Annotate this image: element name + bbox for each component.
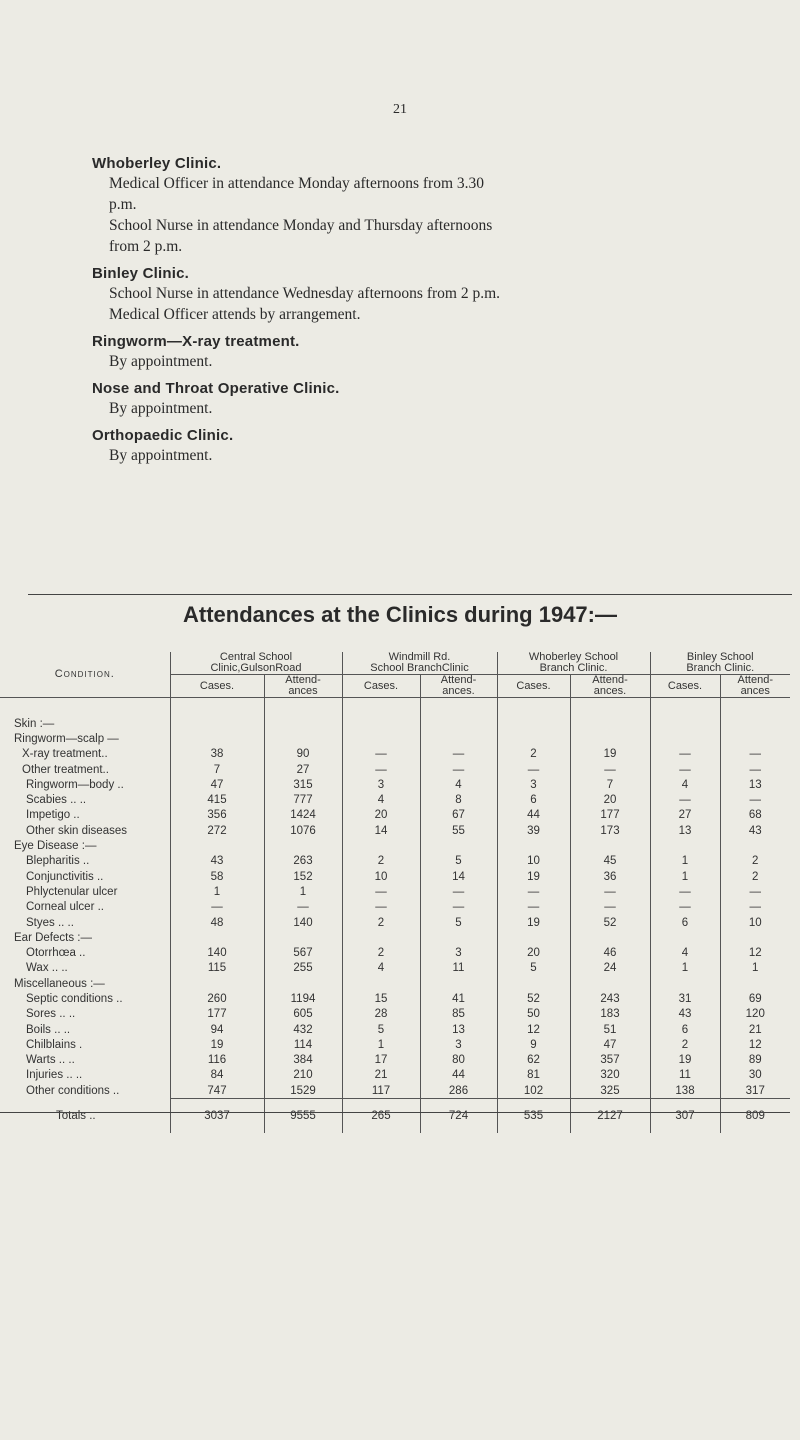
table-cell: 747: [170, 1083, 264, 1099]
table-cell: 6: [650, 915, 720, 930]
attendances-header: Attend- ances.: [570, 675, 650, 698]
table-cell: 2: [720, 854, 790, 869]
table-cell: 315: [264, 777, 342, 792]
clinic-detail-line: School Nurse in attendance Wednesday afternoons from 2 p.m.: [109, 285, 501, 302]
table-row: [0, 777, 790, 792]
table-cell: —: [570, 762, 650, 777]
table-cell: —: [420, 747, 497, 762]
totals-cell: 535: [497, 1099, 570, 1134]
table-cell: 6: [497, 792, 570, 807]
table-cell: 11: [650, 1068, 720, 1083]
table-cell: 432: [264, 1022, 342, 1037]
table-cell: 317: [720, 1083, 790, 1099]
table-cell: 12: [720, 1037, 790, 1052]
table-cell: 5: [420, 915, 497, 930]
condition-label: Chilblains .: [26, 1038, 83, 1051]
table-cell: 13: [420, 1022, 497, 1037]
clinic-detail-line: Medical Officer in attendance Monday afternoons from 3.30: [109, 175, 485, 192]
totals-cell: 307: [650, 1099, 720, 1134]
table-cell: 255: [264, 961, 342, 976]
attendances-header: Attend- ances: [720, 675, 790, 698]
table-cell: [420, 716, 497, 731]
table-cell: 39: [497, 823, 570, 838]
table-row: [0, 747, 790, 762]
group-header: Windmill Rd. School BranchClinic: [342, 652, 497, 675]
table-cell: 8: [420, 792, 497, 807]
table-cell: 19: [497, 915, 570, 930]
table-cell: 4: [342, 961, 420, 976]
table-cell: 272: [170, 823, 264, 838]
table-cell: —: [342, 762, 420, 777]
clinic-detail-line: By appointment.: [109, 353, 213, 370]
table-cell: —: [720, 792, 790, 807]
clinic-detail-line: By appointment.: [109, 400, 213, 417]
table-cell: [650, 976, 720, 991]
attendances-header: Attend- ances.: [420, 675, 497, 698]
table-cell: 114: [264, 1037, 342, 1052]
table-cell: 12: [720, 945, 790, 960]
table-cell: 44: [420, 1068, 497, 1083]
condition-label: Wax .. ..: [26, 962, 68, 975]
table-row: [0, 792, 790, 807]
table-cell: [342, 838, 420, 853]
table-cell: [650, 838, 720, 853]
table-cell: 38: [170, 747, 264, 762]
table-cell: 67: [420, 808, 497, 823]
group-header: Binley School Branch Clinic.: [650, 652, 790, 675]
table-cell: 89: [720, 1053, 790, 1068]
attendances-title: Attendances at the Clinics during 1947:—: [183, 602, 617, 627]
table-row: [0, 976, 790, 991]
clinic-detail-line: Medical Officer attends by arrangement.: [109, 306, 361, 323]
table-cell: —: [497, 884, 570, 899]
condition-label: Injuries .. ..: [26, 1069, 83, 1082]
table-cell: [720, 731, 790, 746]
clinic-block: [92, 333, 772, 371]
condition-label: Boils .. ..: [26, 1023, 71, 1036]
condition-label: Styes .. ..: [26, 916, 74, 929]
clinic-detail-line: School Nurse in attendance Monday and Thursday afternoons: [109, 217, 493, 234]
table-cell: 28: [342, 1007, 420, 1022]
table-cell: 183: [570, 1007, 650, 1022]
table-cell: [420, 976, 497, 991]
table-cell: 1: [170, 884, 264, 899]
condition-label: Conjunctivitis ..: [26, 870, 104, 883]
clinic-block: [92, 427, 772, 465]
table-cell: —: [650, 884, 720, 899]
table-cell: [720, 976, 790, 991]
table-cell: [497, 838, 570, 853]
table-cell: 140: [170, 945, 264, 960]
table-cell: —: [497, 762, 570, 777]
table-cell: 12: [497, 1022, 570, 1037]
clinic-block: [92, 265, 772, 324]
table-cell: [342, 930, 420, 945]
table-cell: 2: [342, 854, 420, 869]
table-cell: [497, 731, 570, 746]
table-cell: 2: [650, 1037, 720, 1052]
totals-cell: 265: [342, 1099, 420, 1134]
top-rule: [28, 594, 792, 595]
table-row: [0, 1037, 790, 1052]
table-row: [0, 945, 790, 960]
table-cell: 5: [497, 961, 570, 976]
table-cell: 19: [650, 1053, 720, 1068]
cases-header: Cases.: [342, 675, 420, 698]
table-cell: 52: [570, 915, 650, 930]
totals-cell: 3037: [170, 1099, 264, 1134]
table-cell: 1: [720, 961, 790, 976]
table-cell: —: [570, 884, 650, 899]
group-header: Central School Clinic,GulsonRoad: [170, 652, 342, 675]
table-cell: 320: [570, 1068, 650, 1083]
table-cell: —: [570, 900, 650, 915]
table-cell: 27: [650, 808, 720, 823]
table-cell: 4: [342, 792, 420, 807]
table-cell: [170, 716, 264, 731]
table-cell: 777: [264, 792, 342, 807]
table-row: [0, 884, 790, 899]
table-cell: 81: [497, 1068, 570, 1083]
table-cell: [497, 716, 570, 731]
table-cell: 1529: [264, 1083, 342, 1099]
table-cell: 357: [570, 1053, 650, 1068]
table-cell: 21: [720, 1022, 790, 1037]
table-cell: 14: [342, 823, 420, 838]
table-cell: 68: [720, 808, 790, 823]
clinic-block: [92, 380, 772, 418]
totals-cell: 724: [420, 1099, 497, 1134]
cases-header: Cases.: [170, 675, 264, 698]
cases-header: Cases.: [650, 675, 720, 698]
condition-label: Blepharitis ..: [26, 855, 90, 868]
table-cell: 17: [342, 1053, 420, 1068]
table-cell: 90: [264, 747, 342, 762]
condition-label: X-ray treatment..: [22, 748, 108, 761]
table-row: [0, 823, 790, 838]
table-cell: 41: [420, 991, 497, 1006]
table-row: [0, 915, 790, 930]
condition-label: Impetigo ..: [26, 809, 80, 822]
table-cell: 3: [497, 777, 570, 792]
cases-header: Cases.: [497, 675, 570, 698]
totals-row: [0, 1099, 790, 1134]
table-cell: 1: [650, 854, 720, 869]
table-cell: 62: [497, 1053, 570, 1068]
table-cell: [170, 976, 264, 991]
condition-label: Corneal ulcer ..: [26, 901, 104, 914]
condition-label: Other skin diseases: [26, 824, 127, 837]
table-cell: [420, 838, 497, 853]
table-cell: 13: [650, 823, 720, 838]
table-cell: 43: [650, 1007, 720, 1022]
table-cell: [342, 731, 420, 746]
condition-label: Ringworm—body ..: [26, 778, 124, 791]
condition-label: Phlyctenular ulcer: [26, 885, 118, 898]
condition-label: Ear Defects :—: [14, 931, 92, 944]
table-cell: 7: [170, 762, 264, 777]
table-cell: 605: [264, 1007, 342, 1022]
table-cell: 2: [497, 747, 570, 762]
table-cell: [420, 731, 497, 746]
clinic-heading: Whoberley Clinic.: [92, 155, 222, 172]
table-cell: —: [420, 762, 497, 777]
clinic-heading: Binley Clinic.: [92, 265, 189, 282]
table-row: [0, 1068, 790, 1083]
condition-label: Warts .. ..: [26, 1054, 75, 1067]
table-cell: 7: [570, 777, 650, 792]
table-cell: —: [170, 900, 264, 915]
table-cell: 5: [342, 1022, 420, 1037]
table-cell: [720, 930, 790, 945]
table-row: [0, 991, 790, 1006]
table-cell: 20: [342, 808, 420, 823]
table-cell: 30: [720, 1068, 790, 1083]
table-cell: —: [342, 884, 420, 899]
condition-label: Otorrhœa ..: [26, 947, 86, 960]
table-row: [0, 731, 790, 746]
totals-label: Totals ..: [56, 1110, 96, 1123]
table-cell: 94: [170, 1022, 264, 1037]
table-cell: —: [650, 792, 720, 807]
table-cell: 6: [650, 1022, 720, 1037]
table-cell: 84: [170, 1068, 264, 1083]
condition-label: Miscellaneous :—: [14, 977, 105, 990]
table-cell: 50: [497, 1007, 570, 1022]
condition-label: Septic conditions ..: [26, 992, 123, 1005]
table-cell: 48: [170, 915, 264, 930]
table-cell: 10: [720, 915, 790, 930]
table-cell: 2: [342, 945, 420, 960]
clinic-detail-line: p.m.: [109, 196, 137, 213]
group-header: Whoberley School Branch Clinic.: [497, 652, 650, 675]
table-cell: 47: [170, 777, 264, 792]
table-cell: 85: [420, 1007, 497, 1022]
table-cell: 356: [170, 808, 264, 823]
table-cell: —: [720, 884, 790, 899]
table-cell: —: [342, 747, 420, 762]
table-row: [0, 1083, 790, 1099]
table-row: [0, 716, 790, 731]
table-cell: —: [420, 884, 497, 899]
table-cell: 45: [570, 854, 650, 869]
clinic-block: [92, 155, 772, 256]
table-row: [0, 900, 790, 915]
condition-label: Ringworm—scalp —: [14, 732, 119, 745]
condition-label: Other conditions ..: [26, 1085, 120, 1098]
table-cell: 1: [650, 961, 720, 976]
table-cell: —: [650, 900, 720, 915]
table-cell: [170, 930, 264, 945]
table-cell: 24: [570, 961, 650, 976]
table-cell: 116: [170, 1053, 264, 1068]
totals-cell: 2127: [570, 1099, 650, 1134]
table-cell: 21: [342, 1068, 420, 1083]
totals-cell: 9555: [264, 1099, 342, 1134]
table-cell: 19: [170, 1037, 264, 1052]
clinic-detail-line: By appointment.: [109, 447, 213, 464]
table-row: [0, 808, 790, 823]
condition-label: Sores .. ..: [26, 1008, 76, 1021]
table-cell: 47: [570, 1037, 650, 1052]
table-cell: 4: [650, 945, 720, 960]
table-cell: —: [720, 762, 790, 777]
table-row: [0, 869, 790, 884]
table-cell: 177: [570, 808, 650, 823]
table-cell: 152: [264, 869, 342, 884]
table-cell: 58: [170, 869, 264, 884]
table-cell: 1424: [264, 808, 342, 823]
attendances-table: [0, 652, 790, 1133]
table-cell: 3: [420, 945, 497, 960]
table-cell: 4: [420, 777, 497, 792]
condition-label: Eye Disease :—: [14, 840, 97, 853]
table-cell: 1: [650, 869, 720, 884]
clinic-schedule: [92, 155, 772, 474]
table-cell: [720, 716, 790, 731]
table-cell: [264, 731, 342, 746]
table-cell: 80: [420, 1053, 497, 1068]
table-row: [0, 930, 790, 945]
table-cell: 243: [570, 991, 650, 1006]
table-cell: —: [650, 762, 720, 777]
table-cell: 15: [342, 991, 420, 1006]
table-cell: 263: [264, 854, 342, 869]
table-cell: 44: [497, 808, 570, 823]
table-cell: [264, 976, 342, 991]
clinic-heading: Orthopaedic Clinic.: [92, 427, 234, 444]
table-cell: 4: [650, 777, 720, 792]
table-cell: —: [497, 900, 570, 915]
clinic-detail-line: from 2 p.m.: [109, 238, 183, 255]
table-row: [0, 838, 790, 853]
header-gap-row: [0, 698, 790, 717]
table-cell: 173: [570, 823, 650, 838]
table-cell: —: [342, 900, 420, 915]
table-cell: 19: [497, 869, 570, 884]
table-cell: 69: [720, 991, 790, 1006]
table-cell: 1194: [264, 991, 342, 1006]
table-cell: 31: [650, 991, 720, 1006]
condition-header: Condition.: [0, 652, 170, 698]
table-cell: [420, 930, 497, 945]
table-cell: 1076: [264, 823, 342, 838]
table-cell: [720, 838, 790, 853]
table-cell: 43: [720, 823, 790, 838]
table-cell: 13: [720, 777, 790, 792]
table-cell: 51: [570, 1022, 650, 1037]
condition-label: Skin :—: [14, 717, 55, 730]
table-cell: [570, 731, 650, 746]
table-cell: 3: [420, 1037, 497, 1052]
table-cell: [497, 930, 570, 945]
table-cell: [570, 716, 650, 731]
table-cell: 10: [497, 854, 570, 869]
table-cell: 46: [570, 945, 650, 960]
table-cell: 20: [497, 945, 570, 960]
table-cell: 43: [170, 854, 264, 869]
table-cell: 115: [170, 961, 264, 976]
table-row: [0, 1053, 790, 1068]
table-cell: 415: [170, 792, 264, 807]
attendances-header: Attend- ances: [264, 675, 342, 698]
table-row: [0, 854, 790, 869]
table-cell: 27: [264, 762, 342, 777]
table-cell: [570, 976, 650, 991]
table-row: [0, 961, 790, 976]
table-cell: 19: [570, 747, 650, 762]
table-cell: 102: [497, 1083, 570, 1099]
table-cell: 325: [570, 1083, 650, 1099]
table-row: [0, 1007, 790, 1022]
table-cell: 120: [720, 1007, 790, 1022]
table-cell: —: [720, 747, 790, 762]
table-cell: 567: [264, 945, 342, 960]
table-cell: [264, 838, 342, 853]
table-cell: —: [420, 900, 497, 915]
table-cell: 36: [570, 869, 650, 884]
table-cell: [570, 930, 650, 945]
table-cell: 3: [342, 777, 420, 792]
table-cell: 286: [420, 1083, 497, 1099]
table-cell: [342, 716, 420, 731]
table-cell: 117: [342, 1083, 420, 1099]
table-cell: 1: [342, 1037, 420, 1052]
table-cell: [342, 976, 420, 991]
totals-cell: 809: [720, 1099, 790, 1134]
table-cell: —: [650, 747, 720, 762]
table-cell: 2: [342, 915, 420, 930]
table-cell: [497, 976, 570, 991]
table-cell: [170, 838, 264, 853]
table-cell: —: [264, 900, 342, 915]
table-cell: 5: [420, 854, 497, 869]
table-cell: 55: [420, 823, 497, 838]
table-cell: [650, 731, 720, 746]
table-cell: 52: [497, 991, 570, 1006]
condition-label: Scabies .. ..: [26, 794, 87, 807]
table-cell: [170, 731, 264, 746]
table-cell: 210: [264, 1068, 342, 1083]
table-cell: 260: [170, 991, 264, 1006]
table-cell: 140: [264, 915, 342, 930]
table-cell: [264, 716, 342, 731]
table-cell: 1: [264, 884, 342, 899]
table-cell: 20: [570, 792, 650, 807]
table-cell: [650, 716, 720, 731]
table-cell: 138: [650, 1083, 720, 1099]
page-number: 21: [393, 102, 407, 117]
clinic-heading: Nose and Throat Operative Clinic.: [92, 380, 340, 397]
bottom-rule: [0, 1112, 790, 1113]
condition-label: Other treatment..: [22, 763, 109, 776]
table-cell: —: [720, 900, 790, 915]
table-cell: 14: [420, 869, 497, 884]
table-cell: 2: [720, 869, 790, 884]
table-cell: 384: [264, 1053, 342, 1068]
table-cell: 11: [420, 961, 497, 976]
table-cell: [650, 930, 720, 945]
table-row: [0, 762, 790, 777]
table-cell: 10: [342, 869, 420, 884]
table-cell: 9: [497, 1037, 570, 1052]
table-cell: [570, 838, 650, 853]
table-row: [0, 1022, 790, 1037]
clinic-heading: Ringworm—X-ray treatment.: [92, 333, 300, 350]
table-cell: [264, 930, 342, 945]
table-cell: 177: [170, 1007, 264, 1022]
